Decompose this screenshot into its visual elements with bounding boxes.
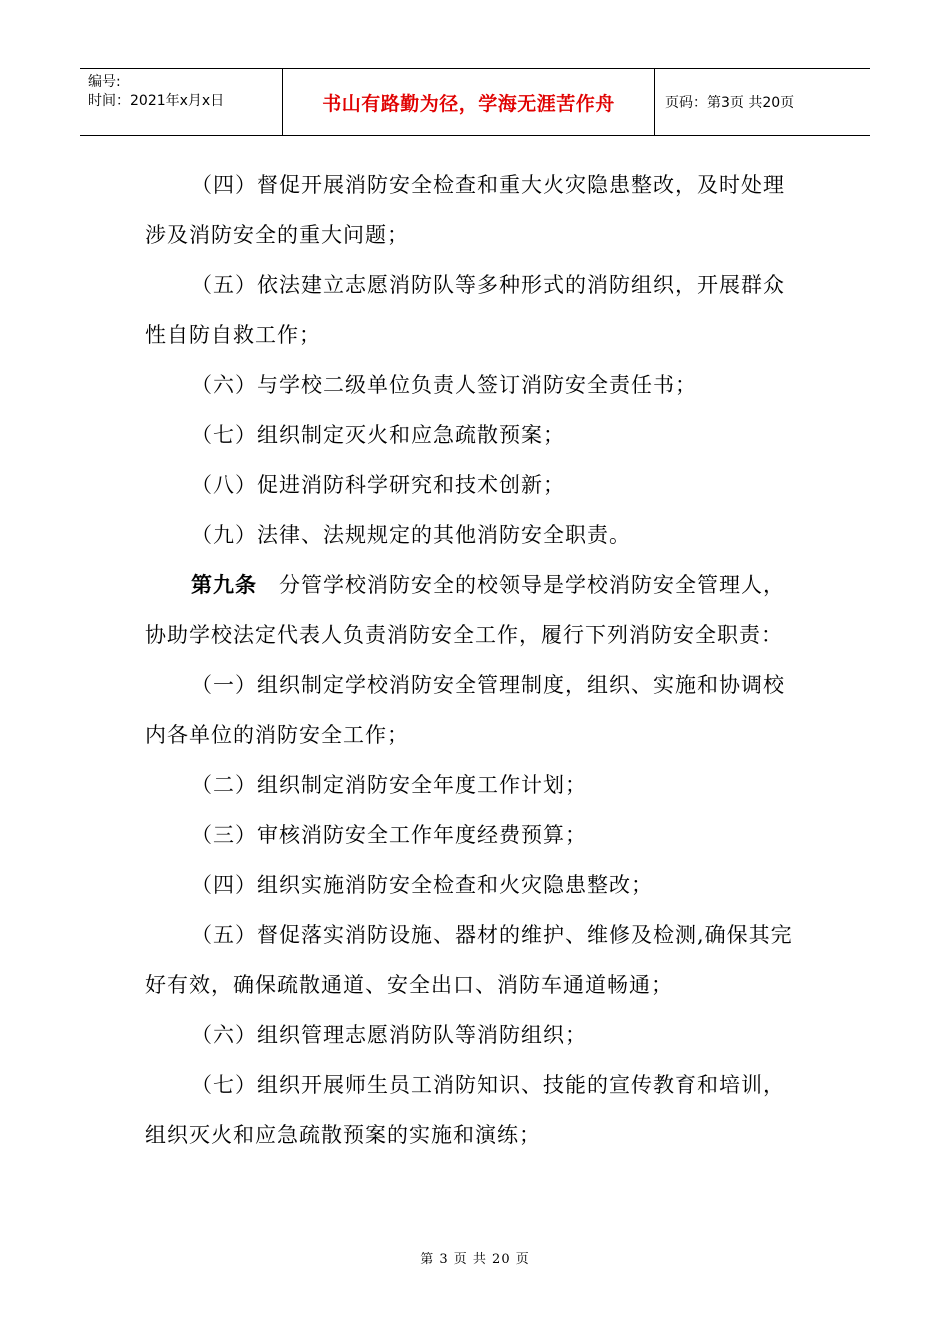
page-header (80, 68, 870, 136)
paragraph-text: （九）法律、法规规定的其他消防安全职责。 (191, 523, 631, 547)
paragraph (145, 660, 805, 760)
paragraph-text: （二）组织制定消防安全年度工作计划； (191, 773, 587, 797)
page-footer: 第 3 页 共 20 页 (420, 1252, 530, 1267)
paragraph-text: （三）审核消防安全工作年度经费预算； (191, 823, 587, 847)
paragraph-text: （四）组织实施消防安全检查和火灾隐患整改； (191, 873, 653, 897)
paragraph (145, 360, 805, 410)
paragraph-text: （六）组织管理志愿消防队等消防组织； (191, 1023, 587, 1047)
paragraph-text: （七）组织开展师生员工消防知识、技能的宣传教育和培训，组织灭火和应急疏散预案的实施和演练； (145, 1073, 785, 1147)
document-date: 时间：2021年x月x日 (88, 93, 225, 109)
document-number-label: 编号: (88, 74, 121, 90)
paragraph (145, 1010, 805, 1060)
paragraph-text: （七）组织制定灭火和应急疏散预案； (191, 423, 565, 447)
paragraph-text: （五）依法建立志愿消防队等多种形式的消防组织，开展群众性自防自救工作； (145, 273, 785, 347)
document-body (145, 160, 805, 1160)
paragraph (145, 510, 805, 560)
header-meta (80, 69, 282, 135)
paragraph (145, 260, 805, 360)
paragraph-text: 分管学校消防安全的校领导是学校消防安全管理人，协助学校法定代表人负责消防安全工作，履行下列消防安全职责： (145, 573, 785, 647)
paragraph (145, 160, 805, 260)
header-page-info: 页码：第3页 共20页 (665, 95, 795, 111)
article-heading: 第九条 (191, 572, 257, 597)
paragraph (145, 760, 805, 810)
paragraph (145, 910, 805, 1010)
paragraph (145, 860, 805, 910)
article-paragraph (145, 560, 805, 660)
paragraph (145, 1060, 805, 1160)
paragraph-text: （一）组织制定学校消防安全管理制度，组织、实施和协调校内各单位的消防安全工作； (145, 673, 785, 747)
paragraph-text: （五）督促落实消防设施、器材的维护、维修及检测,确保其完好有效，确保疏散通道、安全出口、消防车通道畅通； (145, 923, 793, 997)
paragraph-text: （六）与学校二级单位负责人签订消防安全责任书； (191, 373, 697, 397)
header-motto: 书山有路勤为径，学海无涯苦作舟 (282, 69, 655, 135)
paragraph-text: （四）督促开展消防安全检查和重大火灾隐患整改，及时处理涉及消防安全的重大问题； (145, 173, 785, 247)
paragraph (145, 410, 805, 460)
paragraph-text: （八）促进消防科学研究和技术创新； (191, 473, 565, 497)
paragraph (145, 810, 805, 860)
paragraph (145, 460, 805, 510)
